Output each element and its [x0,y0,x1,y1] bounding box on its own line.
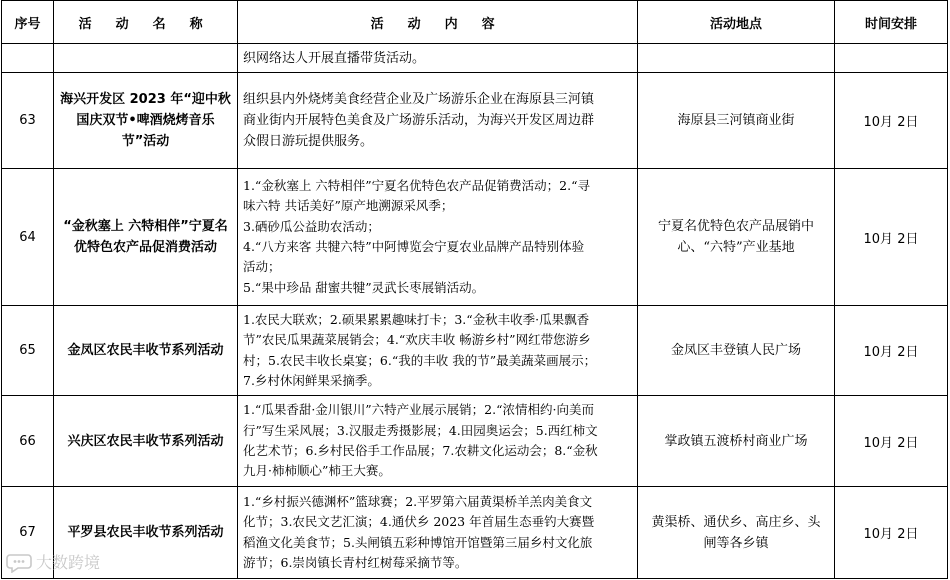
header-time: 时间安排 [835,1,948,44]
activity-name: “金秋塞上 六特相伴”宁夏名优特色农产品促消费活动 [54,169,238,306]
activity-name: 平罗县农民丰收节系列活动 [54,487,238,579]
table-header-row [2,1,948,44]
watermark-text: 大数跨境 [36,553,101,572]
content-line: 稻渔文化美食节；5.头闸镇五彩种博馆开馆暨第三届乡村文化旅 [243,534,593,550]
content-line: 村；5.农民丰收长桌宴；6.“我的丰收 我的节”最美蔬菜画展示； [243,352,597,368]
header-seq: 序号 [2,1,54,44]
content-line: 活动； [243,259,281,275]
watermark [6,550,100,573]
speech-bubble-icon [6,551,32,573]
row-number: 63 [2,73,54,169]
content-line: 行”写生采风展；3.汉服走秀摄影展；4.田园奥运会；5.西红柿文 [243,422,598,438]
activity-place: 金凤区丰登镇人民广场 [638,306,835,396]
table-row [2,396,948,487]
activity-content [238,44,638,73]
table-row [2,306,948,396]
activity-content [238,169,638,306]
header-name: 活 动 名 称 [54,1,238,44]
activity-table [1,0,948,579]
activity-content [238,306,638,396]
activity-place: 海原县三河镇商业街 [638,73,835,169]
content-line: 游节；6.崇岗镇长青村红树莓采摘节等。 [243,554,468,570]
content-line: 4.“八方来客 共犍六特”中阿博览会宁夏农业品牌产品特别体验 [243,239,585,254]
activity-content [238,487,638,579]
activity-content [238,396,638,487]
activity-name: 兴庆区农民丰收节系列活动 [54,396,238,487]
activity-place: 掌政镇五渡桥村商业广场 [638,396,835,487]
activity-place: 宁夏名优特色农产品展销中心、“六特”产业基地 [638,169,835,306]
activity-time: 10月 2日 [835,306,948,396]
content-line: 7.乡村休闲鲜果采摘季。 [243,372,380,388]
header-content: 活 动 内 容 [238,1,638,44]
table-row [2,73,948,169]
activity-place: 黄渠桥、通伏乡、高庄乡、头闸等各乡镇 [638,487,835,579]
row-number: 65 [2,306,54,396]
content-line: 1.农民大联欢；2.硕果累累趣味打卡；3.“金秋丰收季·瓜果飘香 [243,311,590,327]
content-line: 化艺术节；6.乡村民俗手工作品展；7.农耕文化运动会；8.“金秋 [243,443,598,458]
row-number [2,44,54,73]
table-row [2,487,948,579]
activity-place [638,44,835,73]
activity-name: 金凤区农民丰收节系列活动 [54,306,238,396]
activity-content [238,73,638,169]
content-line: 众假日游玩提供服务。 [243,134,374,149]
header-place: 活动地点 [638,1,835,44]
content-line: 组织县内外烧烤美食经营企业及广场游乐企业在海原县三河镇 [243,92,595,107]
content-line: 1.“金秋塞上 六特相伴”宁夏名优特色农产品促销费活动；2.“寻 [243,177,590,193]
table-row [2,44,948,73]
activity-time [835,44,948,73]
content-line: 商业街内开展特色美食及广场游乐活动，为海兴开发区周边群 [243,113,595,128]
table-row [2,169,948,306]
content-line: 味六特 共话美好”原产地溯源采风季； [243,198,454,214]
row-number: 64 [2,169,54,306]
row-number: 67 [2,487,54,579]
content-line: 1.“乡村振兴德渊杯”篮球赛；2.平罗第六届黄渠桥羊羔肉美食文 [243,493,593,509]
activity-name [54,44,238,73]
content-line: 织网络达人开展直播带货活动。 [243,50,426,66]
content-line: 3.硒砂瓜公益助农活动； [243,218,380,234]
activity-time: 10月 2日 [835,396,948,487]
content-line: 节”农民瓜果蔬菜展销会；4.“欢庆丰收 畅游乡村”网红带您游乡 [243,332,591,348]
content-line: 5.“果中珍品 甜蜜共犍”灵武长枣展销活动。 [243,279,485,295]
activity-time: 10月 2日 [835,73,948,169]
content-line: 化节；3.农民文艺汇演；4.通伏乡 2023 年首届生态垂钓大赛暨 [243,514,595,530]
content-line: 1.“瓜果香甜·金川银川”六特产业展示展销；2.“浓情相约·向美而 [243,402,594,418]
activity-name: 海兴开发区 2023 年“迎中秋国庆双节•啤酒烧烤音乐节”活动 [54,73,238,169]
activity-time: 10月 2日 [835,487,948,579]
activity-time: 10月 2日 [835,169,948,306]
content-line: 九月·柿柿顺心”柿王大赛。 [243,463,391,479]
row-number: 66 [2,396,54,487]
